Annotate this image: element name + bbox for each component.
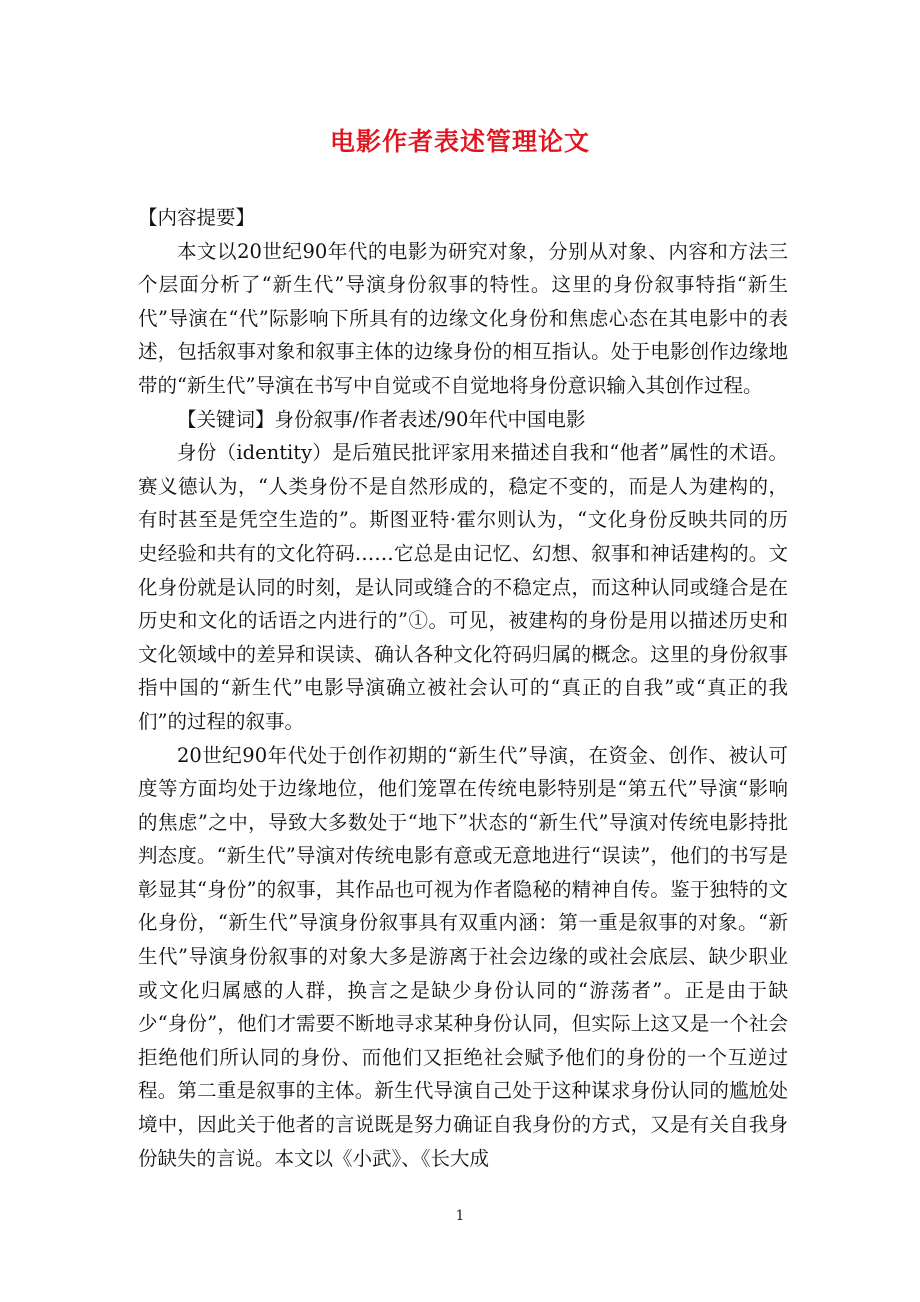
page-number: 1 [455, 1208, 465, 1224]
abstract-label: 【内容提要】 [138, 206, 256, 229]
keywords-paragraph: 【关键词】身份叙事/作者表述/90年代中国电影 [177, 407, 586, 431]
document-body [138, 201, 788, 1175]
body-paragraph-identity: 身份（identity）是后殖民批评家用来描述自我和“他者”属性的术语。赛义德认为，“人类身份不是自然形成的，稳定不变的，而是人为建构的，有时甚至是凭空生造的”。斯图亚特·霍尔则认为，“文化身份反映共同的历史经验和共有的文化符码……它总是由记忆、幻想、叙事和神话建构的。文化身份就是认同的时刻，是认同或缝合的不稳定点，而这种认同或缝合是在历史和文化的话语之内进行的”①。可见，被建构的身份是用以描述历史和文化领域中的差异和误读、确认各种文化符码归属的概念。这里的身份叙事指中国的“新生代”电影导演确立被社会认可的“真正的自我”或“真正的我们”的过程的叙事。 [138, 441, 788, 733]
body-paragraph-new-generation: 20世纪90年代处于创作初期的“新生代”导演，在资金、创作、被认可度等方面均处于边缘地位，他们笼罩在传统电影特别是“第五代”导演“影响的焦虑”之中，导致大多数处于“地下”状态的“新生代”导演对传统电影持批判态度。“新生代”导演对传统电影有意或无意地进行“误读”，他们的书写是彰显其“身份”的叙事，其作品也可视为作者隐秘的精神自传。鉴于独特的文化身份，“新生代”导演身份叙事具有双重内涵：第一重是叙事的对象。“新生代”导演身份叙事的对象大多是游离于社会边缘的或社会底层、缺少职业或文化归属感的人群，换言之是缺少身份认同的“游荡者”。正是由于缺少“身份”，他们才需要不断地寻求某种身份认同，但实际上这又是一个社会拒绝他们所认同的身份、而他们又拒绝社会赋予他们的身份的一个互逆过程。第二重是叙事的主体。新生代导演自己处于这种谋求身份认同的尴尬处境中，因此关于他者的言说既是努力确证自我身份的方式，又是有关自我身份缺失的言说。本文以《小武》、《长大成 [138, 743, 788, 1170]
abstract-paragraph: 本文以20世纪90年代的电影为研究对象，分别从对象、内容和方法三个层面分析了“新生代”导演身份叙事的特性。这里的身份叙事特指“新生代”导演在“代”际影响下所具有的边缘文化身份和焦虑心态在其电影中的表述，包括叙事对象和叙事主体的边缘身份的相互指认。处于电影创作边缘地带的“新生代”导演在书写中自觉或不自觉地将身份意识输入其创作过程。 [138, 239, 788, 397]
document-title: 电影作者表述管理论文 [329, 127, 590, 156]
